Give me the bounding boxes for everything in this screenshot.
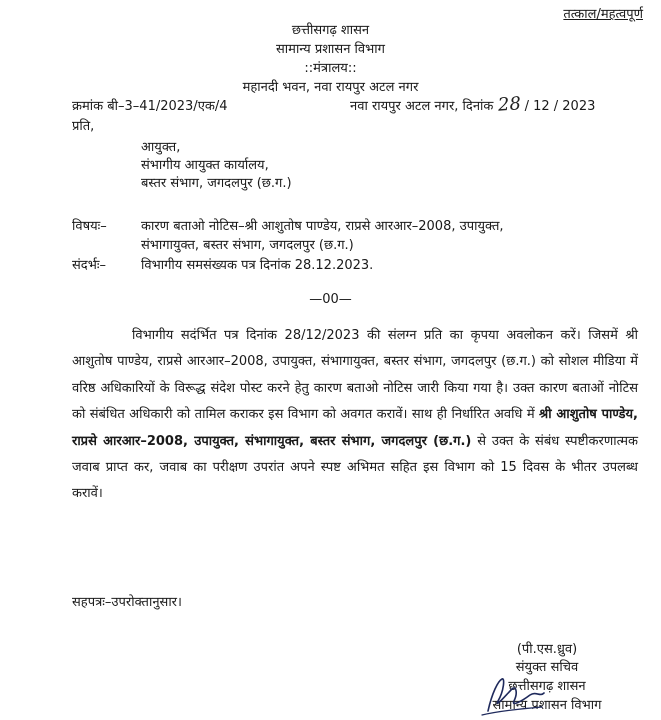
signatory-department: सामान्य प्रशासन विभाग: [492, 698, 602, 713]
recipient-line-2: संभागीय आयुक्त कार्यालय,: [141, 158, 269, 173]
subject-line-2: संभागायुक्त, बस्तर संभाग, जगदलपुर (छ.ग.): [141, 238, 354, 253]
priority-label: तत्काल/महत्वपूर्ण: [563, 7, 643, 22]
signatory-name: (पी.एस.ध्रुव): [516, 642, 578, 657]
recipient-line-1: आयुक्त,: [141, 140, 181, 155]
signatory-designation: संयुक्त सचिव: [515, 660, 579, 675]
ministry-title: ::मंत्रालय::: [304, 61, 357, 76]
separator: —00—: [309, 292, 352, 307]
handwritten-date: 28: [496, 93, 522, 116]
place-date-prefix: नवा रायपुर अटल नगर, दिनांक: [350, 99, 494, 114]
body-officer-bold: श्री आशुतोष पाण्डेय, राप्रसे आरआर–2008, उपायुक्त, संभागायुक्त, बस्तर संभाग, जगदलपुर (छ.ग.): [72, 407, 638, 449]
signatory-government: छत्तीसगढ़ शासन: [508, 679, 586, 694]
department-title: सामान्य प्रशासन विभाग: [276, 42, 385, 57]
subject-line-1: कारण बताओ नोटिस–श्री आशुतोष पाण्डेय, राप्रसे आरआर–2008, उपायुक्त,: [141, 219, 504, 234]
reference-label: संदर्भः–: [72, 258, 106, 273]
recipient-line-3: बस्तर संभाग, जगदलपुर (छ.ग.): [141, 176, 292, 191]
reference-text: विभागीय समसंख्यक पत्र दिनांक 28.12.2023.: [141, 258, 374, 273]
body-part-2: से उक्त के संबंध स्पष्टीकरणात्मक जवाब प्राप्त कर, जवाब का परीक्षण उपरांत अपने स्पष्ट अभिमत सहित इस विभाग को 15 दिवस के भीतर उपलब्ध करावें।: [72, 433, 638, 502]
body-paragraph: [72, 323, 638, 508]
body-part-1: विभागीय सदंर्भित पत्र दिनांक 28/12/2023 की संलग्न प्रति का कृपया अवलोकन करें। जिसमें श्री आशुतोष पाण्डेय, राप्रसे आरआर–2008, उपायुक्त, संभागायुक्त, बस्तर संभाग, जगदलपुर (छ.ग.) को सोशल मीडिया में वरिष्ठ अधिकारियों के विरूद्ध संदेश पोस्ट करने हेतु कारण बताओ नोटिस जारी किया गया है। उक्त कारण बताओं नोटिस को संबंधित अधिकारी को तामिल कराकर इस विभाग को अवगत करावें। साथ ही निर्धारित अवधि में: [72, 328, 638, 423]
date-month-year: / 12 / 2023: [524, 99, 596, 114]
place-date: [350, 94, 595, 115]
government-title: छत्तीसगढ़ शासन: [291, 23, 370, 38]
enclosure-line: सहपत्रः–उपरोक्तानुसार।: [72, 595, 182, 610]
office-address: महानदी भवन, नवा रायपुर अटल नगर: [242, 80, 419, 95]
letter-number: क्रमांक बी–3–41/2023/एक/4: [72, 99, 228, 114]
subject-label: विषयः–: [72, 219, 107, 234]
handwritten-signature: [478, 671, 548, 719]
to-label: प्रति,: [72, 119, 95, 134]
